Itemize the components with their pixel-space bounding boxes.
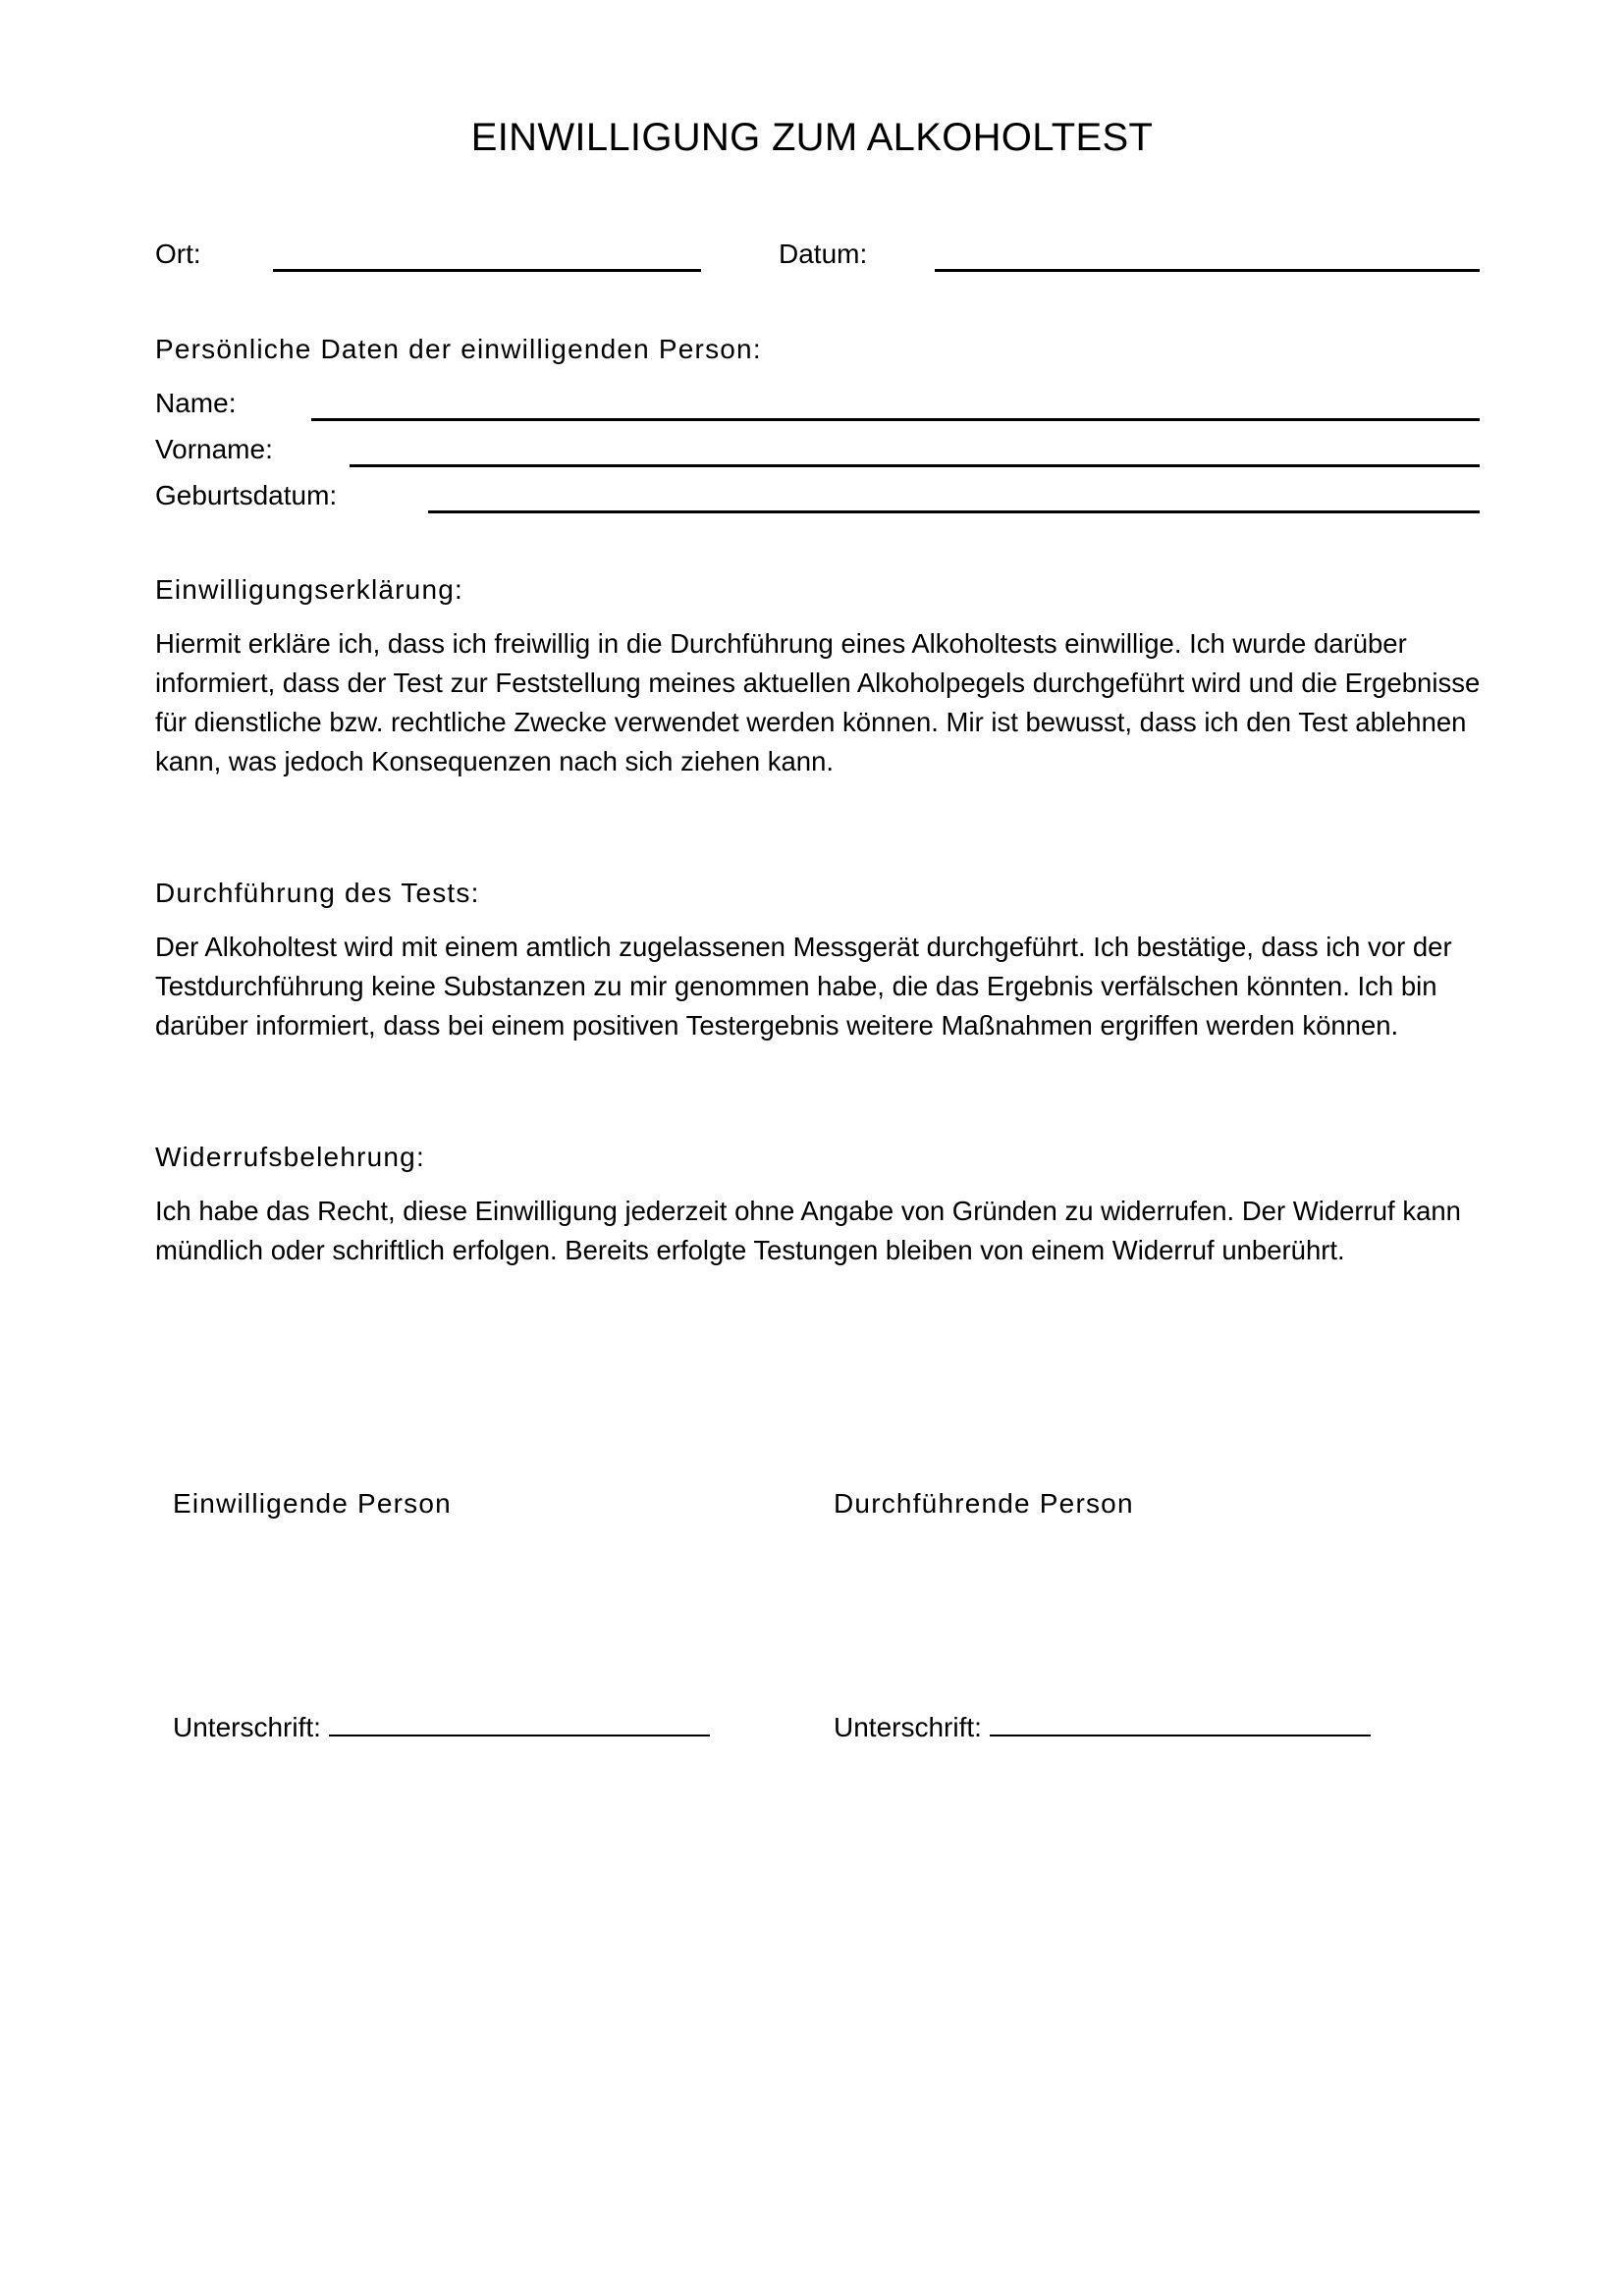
consent-paragraph: Hiermit erkläre ich, dass ich freiwillig in die Durchführung eines Alkoholtests einwillige. Ich wurde darüber informiert, dass der Test zur Feststellung meines aktuellen Alkoholpegels durchgeführt wird und die Ergebnisse für dienstliche bzw. rechtliche Zwecke verwendet werden können. Mir ist bewusst, dass ich den Test ablehnen kann, was jedoch Konsequenzen nach sich ziehen kann. <box>155 628 1481 776</box>
name-label: Name: <box>155 388 237 418</box>
conducting-person-heading: Durchführende Person <box>834 1488 1134 1519</box>
procedure-paragraph: Der Alkoholtest wird mit einem amtlich zugelassenen Messgerät durchgeführt. Ich bestätige, dass ich vor der Testdurchführung keine Substanzen zu mir genommen habe, die das Ergebnis verfälschen könnten. Ich bin darüber informiert, dass bei einem positiven Testergebnis weitere Maßnahmen ergriffen werden können. <box>155 932 1452 1041</box>
datum-field-line[interactable] <box>935 269 1480 272</box>
ort-label: Ort: <box>155 239 201 269</box>
datum-label: Datum: <box>779 239 868 269</box>
consenting-signature-row <box>173 1709 710 1743</box>
personal-data-heading: Persönliche Daten der einwilligenden Person: <box>155 334 762 364</box>
consent-heading: Einwilligungserklärung: <box>155 574 463 605</box>
revocation-paragraph: Ich habe das Recht, diese Einwilligung jederzeit ohne Angabe von Gründen zu widerrufen. Der Widerruf kann mündlich oder schriftlich erfolgen. Bereits erfolgte Testungen bleiben von einem Widerruf unberührt. <box>155 1196 1461 1265</box>
conducting-signature-row <box>834 1709 1371 1743</box>
consenting-signature-label: Unterschrift: <box>173 1712 321 1742</box>
name-field-line[interactable] <box>311 418 1480 421</box>
document-title: EINWILLIGUNG ZUM ALKOHOLTEST <box>470 116 1154 159</box>
conducting-signature-line[interactable] <box>990 1709 1371 1736</box>
consenting-signature-line[interactable] <box>329 1709 710 1736</box>
revocation-heading: Widerrufsbelehrung: <box>155 1142 425 1172</box>
procedure-heading: Durchführung des Tests: <box>155 878 480 908</box>
vorname-field-line[interactable] <box>350 464 1480 467</box>
vorname-label: Vorname: <box>155 434 273 464</box>
ort-field-line[interactable] <box>273 269 701 272</box>
conducting-signature-label: Unterschrift: <box>834 1712 982 1742</box>
geburtsdatum-label: Geburtsdatum: <box>155 480 338 510</box>
geburtsdatum-field-line[interactable] <box>428 510 1480 513</box>
consenting-person-heading: Einwilligende Person <box>173 1488 452 1519</box>
